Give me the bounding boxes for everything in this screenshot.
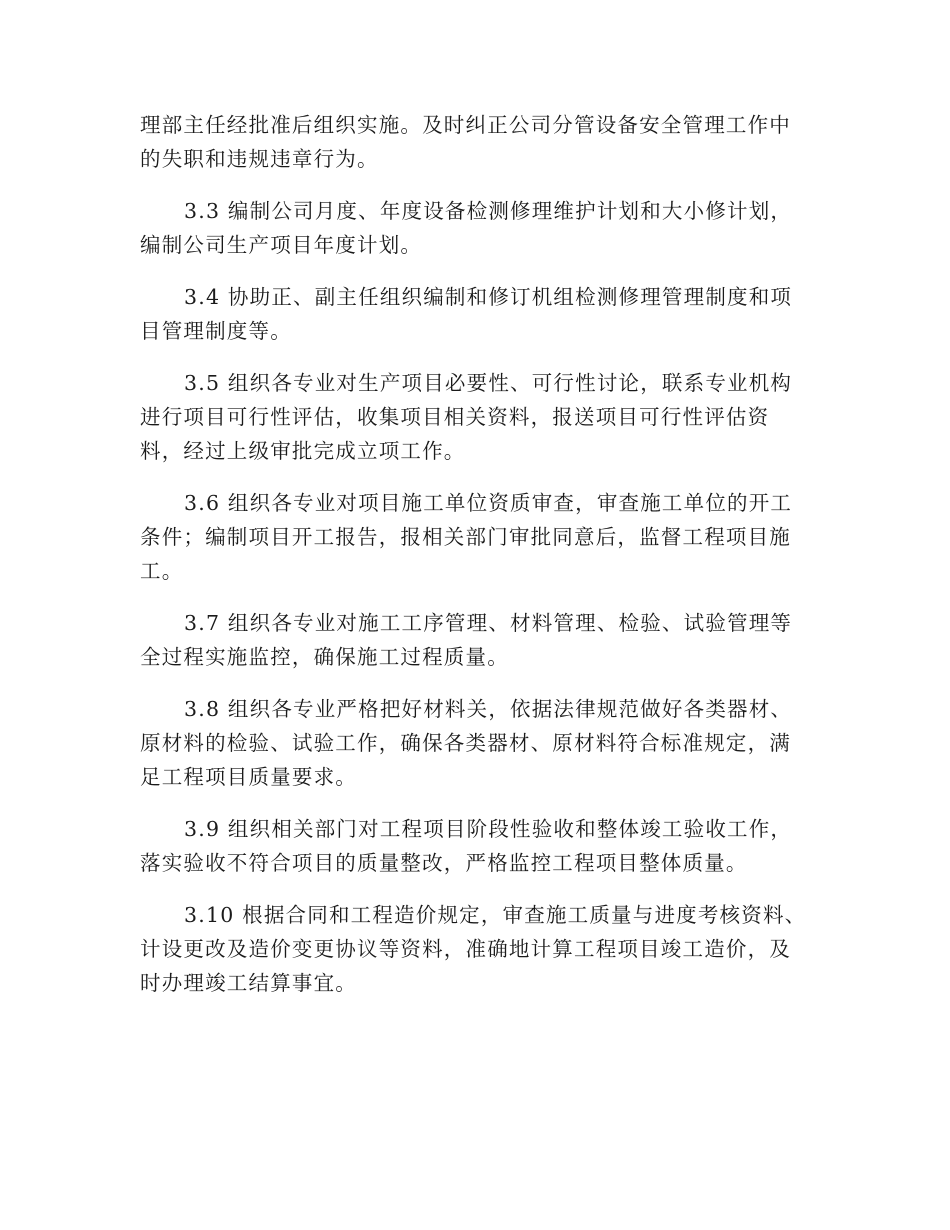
paragraph-line: 3.3 编制公司月度、年度设备检测修理维护计划和大小修计划， bbox=[184, 199, 793, 223]
paragraph-3-7 bbox=[140, 606, 800, 674]
paragraph-line: 条件；编制项目开工报告，报相关部门审批同意后，监督工程项目施 bbox=[140, 525, 791, 549]
paragraph-continuation bbox=[140, 108, 800, 176]
paragraph-line: 3.8 组织各专业严格把好材料关，依据法律规范做好各类器材、 bbox=[184, 697, 793, 721]
paragraph-line: 目管理制度等。 bbox=[140, 319, 292, 343]
paragraph-line: 的失职和违规违章行为。 bbox=[140, 147, 379, 171]
paragraph-3-9 bbox=[140, 812, 800, 880]
paragraph-3-5 bbox=[140, 366, 800, 468]
paragraph-3-3 bbox=[140, 194, 800, 262]
paragraph-line: 时办理竣工结算事宜。 bbox=[140, 971, 357, 995]
paragraph-line: 3.9 组织相关部门对工程项目阶段性验收和整体竣工验收工作， bbox=[184, 817, 793, 841]
paragraph-line: 工。 bbox=[140, 559, 184, 583]
paragraph-line: 3.5 组织各专业对生产项目必要性、可行性讨论，联系专业机构 bbox=[184, 371, 793, 395]
paragraph-line: 计设更改及造价变更协议等资料，准确地计算工程项目竣工造价，及 bbox=[140, 937, 791, 961]
paragraph-3-8 bbox=[140, 692, 800, 794]
paragraph-line: 3.10 根据合同和工程造价规定，审查施工质量与进度考核资料、 bbox=[184, 903, 807, 927]
document-body bbox=[140, 108, 807, 1018]
paragraph-3-10 bbox=[140, 898, 807, 1000]
paragraph-line: 编制公司生产项目年度计划。 bbox=[140, 233, 423, 257]
paragraph-line: 足工程项目质量要求。 bbox=[140, 765, 357, 789]
paragraph-line: 全过程实施监控，确保施工过程质量。 bbox=[140, 645, 509, 669]
paragraph-line: 3.6 组织各专业对项目施工单位资质审查，审查施工单位的开工 bbox=[184, 491, 793, 515]
paragraph-line: 料，经过上级审批完成立项工作。 bbox=[140, 439, 466, 463]
paragraph-line: 3.4 协助正、副主任组织编制和修订机组检测修理管理制度和项 bbox=[184, 285, 793, 309]
paragraph-line: 理部主任经批准后组织实施。及时纠正公司分管设备安全管理工作中 bbox=[140, 113, 791, 137]
paragraph-line: 落实验收不符合项目的质量整改，严格监控工程项目整体质量。 bbox=[140, 851, 748, 875]
paragraph-line: 原材料的检验、试验工作，确保各类器材、原材料符合标准规定，满 bbox=[140, 731, 791, 755]
paragraph-line: 3.7 组织各专业对施工工序管理、材料管理、检验、试验管理等 bbox=[184, 611, 793, 635]
paragraph-3-4 bbox=[140, 280, 800, 348]
paragraph-line: 进行项目可行性评估，收集项目相关资料，报送项目可行性评估资 bbox=[140, 405, 770, 429]
paragraph-3-6 bbox=[140, 486, 800, 588]
